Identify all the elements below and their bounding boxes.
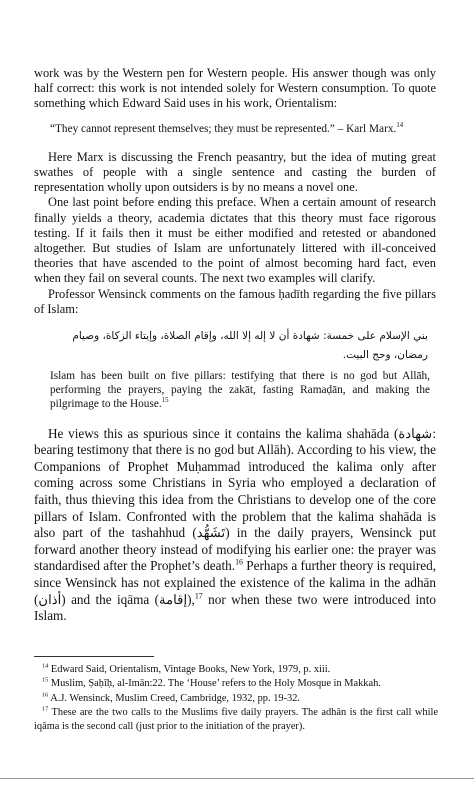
footnote-text: Muslim, Ṣaḥīḥ, al-Imān:22. The ‘House’ refers to the Holy Mosque in Makkah. (50, 678, 381, 690)
footnote-number: 14 (42, 662, 49, 670)
arabic-hadith: بني الإسلام على خمسة: شهادة أن لا إله إلا الله، وإقام الصلاة، وإيتاء الزكاة، وصيام رمضان، وحج البيت. (72, 330, 428, 362)
footnote-number: 17 (42, 705, 49, 713)
footnotes (34, 663, 438, 734)
footnote-15 (34, 677, 438, 690)
hadith-translation-text: Islam has been built on five pillars: testifying that there is no god but Allāh, performing the prayers, paying the zakāt, fasting Ramaḍān, and making the pilgrimage to the House. (50, 370, 430, 411)
footnote-ref-17: 17 (194, 591, 203, 601)
footnote-ref-16: 16 (235, 558, 243, 568)
footnote-17 (34, 706, 438, 733)
footnote-text: A.J. Wensinck, Muslim Creed, Cambridge, 1932, pp. 19-32. (50, 692, 301, 704)
footnote-ref-14: 14 (396, 121, 404, 129)
paragraph-spurious-text: He views this as spurious since it contains the kalima shahāda (شهادة: bearing testimony that there is no god but Allāh). According to his view, the Companions of Prophet Muḥammad introduced the kalima only after coming across some Christians in Syria who employed a declaration of faith, thus thieving this idea from the Christians to develop one of the core pillars of Islam. Confronted with the problem that the kalima shahāda is also part of the tashahhud (تَشَهُّد) in the daily prayers, Wensinck put forward another theory instead of modifying his earlier one: the prayer was standardised after the Prophet’s death. (34, 425, 436, 574)
paragraph-further-end: nor when these two were introduced into Islam. (34, 591, 436, 624)
footnote-16 (34, 692, 438, 705)
footnote-divider (34, 656, 154, 657)
footnote-text: Edward Said, Orientalism, Vintage Books, New York, 1979, p. xiii. (50, 664, 331, 675)
paragraph-further-text: Perhaps a further theory is required, since Wensinck has not explained the existence of the kalima in the adhān (أذان) and the iqāma (إقامة), (34, 558, 437, 607)
hadith-translation (50, 369, 430, 412)
footnote-number: 16 (42, 691, 49, 699)
paragraph-spurious (34, 426, 436, 625)
main-text (34, 66, 436, 625)
marx-quote (50, 122, 430, 136)
footnote-text: These are the two calls to the Muslims five daily prayers. The adhān is the first call while iqāma is the second call (just prior to the initiation of the prayer). (34, 707, 438, 732)
footnote-ref-15: 15 (161, 397, 169, 405)
marx-quote-text: “They cannot represent themselves; they must be represented.” – Karl Marx. (50, 122, 397, 135)
footnote-number: 15 (42, 676, 49, 684)
page-bottom-edge (0, 778, 474, 779)
paragraph-marx: Here Marx is discussing the French peasantry, but the idea of muting great swathes of people with a single sentence and casting the burden of representation wholly upon outsiders is by no means a novel one. (34, 149, 436, 195)
paragraph-intro: work was by the Western pen for Western people. His answer though was only half correct: this work is not intended solely for Western consumption. To quote something which Edward Said uses in his work, Orientalism: (34, 66, 436, 111)
paragraph-wensinck: Professor Wensinck comments on the famous ḥadīth regarding the five pillars of Islam: (34, 286, 436, 316)
footnote-14 (34, 663, 438, 676)
paragraph-last-point: One last point before ending this preface. When a certain amount of research finally yields a theory, academia dictates that this theory must face rigorous testing. If it fails then it must be either modified and retested or abandoned altogether. But studies of Islam are unfortunately littered with ill-conceived theories that have ascended to the point of almost becoming hard fact, even when they fail on several counts. The next two examples will clarify. (34, 195, 436, 286)
